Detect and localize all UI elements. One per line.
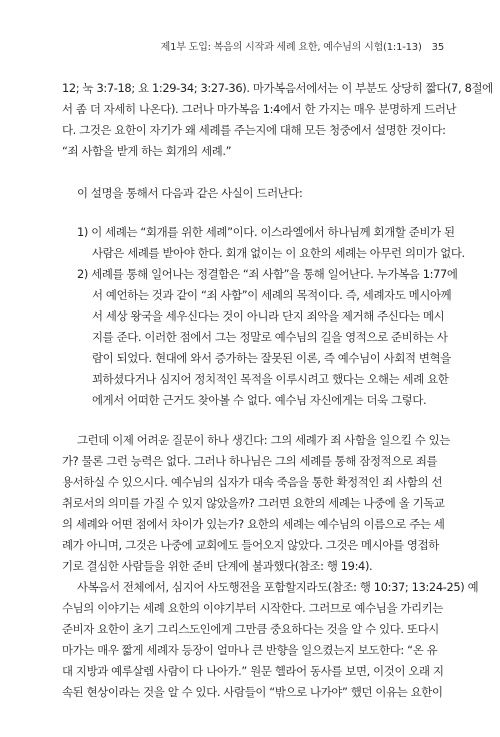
text-line: 취로서의 의미를 가질 수 있지 않았을까? 그러면 요한의 세례는 나중에 올 기독교 (62, 496, 445, 510)
list-item-1-line: 사람은 세례를 받아야 한다. 회개 없이는 이 요한의 세례는 아무런 의미가 없다. (92, 246, 465, 260)
text-line: 의 세례와 어떤 점에서 차이가 있는가? 요한의 세례는 예수님의 이름으로 주는 세 (62, 517, 445, 531)
text-line: 기로 결심한 사람들을 위한 준비 단계에 불과했다(참조: 행 19:4). (62, 559, 373, 573)
text-line: 속된 현상이라는 것을 알 수 있다. 사람들이 “밖으로 나가야” 했던 이유는 요한이 (62, 685, 443, 699)
page-number: 35 (431, 42, 444, 53)
text-line: 그런데 이제 어려운 질문이 하나 생긴다: 그의 세례가 죄 사함을 일으킬 수 있는 (77, 433, 450, 447)
text-line: 12; 눅 3:7-18; 요 1:29-34; 3:27-36). 마가복음서에서는 이 부분도 상당히 짧다(7, 8절에 (62, 81, 493, 95)
list-item-2-line: 람이 되었다. 현대에 와서 증가하는 잘못된 이론, 즉 예수님이 사회적 변혁을 (92, 351, 451, 365)
list-item-2-line: 꾀하셨다거나 심지어 정치적인 목적을 이루시려고 했다는 오해는 세례 요한 (92, 372, 449, 386)
text-line: 다. 그것은 요한이 자기가 왜 세례를 주는지에 대해 모든 청중에서 설명한 것이다: (62, 123, 446, 137)
text-line: 이 설명을 통해서 다음과 같은 사실이 드러난다: (77, 186, 303, 200)
text-line: 용서하실 수 있으시다. 예수님의 십자가 대속 죽음을 통한 확정적인 죄 사함의 선 (62, 475, 443, 489)
running-title: 제1부 도입: 복음의 시작과 세례 요한, 예수님의 시험(1:1-13) (160, 42, 422, 53)
text-line: 가? 물론 그런 능력은 없다. 그러나 하나님은 그의 세례를 통해 잠정적으로 죄를 (62, 454, 438, 468)
list-item-2-line: 서 세상 왕국을 세우신다는 것이 아니라 단지 죄악을 제거해 주신다는 메시 (92, 309, 445, 323)
text-line: 대 지방과 예루살렘 사람이 다 나아가.” 원문 헬라어 동사를 보면, 이것이 오래 지 (62, 664, 444, 678)
list-item-1-line: 1) 이 세례는 “회개를 위한 세례”이다. 이스라엘에서 하나님께 회개할 준비가 된 (77, 225, 455, 239)
list-item-2-line: 서 예언하는 것과 같이 “죄 사함”이 세례의 목적이다. 즉, 세례자도 메시아께 (92, 288, 452, 302)
list-item-2-line: 2) 세례를 통해 일어나는 정결함은 “죄 사함”을 통해 일어난다. 누가복음 1:77에 (77, 267, 458, 281)
text-line: 마가는 매우 짧게 세례자 등장이 얼마나 큰 반향을 일으켰는지 보도한다: “온 유 (62, 643, 438, 657)
text-line: “죄 사함을 받게 하는 회개의 세례.” (62, 144, 232, 158)
list-item-2-line: 에게서 어떠한 근거도 찾아볼 수 없다. 예수님 자신에게는 더욱 그렇다. (92, 393, 427, 407)
text-line: 사복음서 전체에서, 심지어 사도행전을 포함할지라도(참조: 행 10:37; 13:24-25) 예 (77, 580, 479, 594)
list-item-2-line: 지를 준다. 이러한 점에서 그는 정말로 예수님의 길을 영적으로 준비하는 사 (92, 330, 448, 344)
text-line: 준비자 요한이 초기 그리스도인에게 그만큼 중요하다는 것을 알 수 있다. 또다시 (62, 622, 439, 636)
text-line: 례가 아니며, 그것은 나중에 교회에도 들어오지 않았다. 그것은 메시아를 영접하 (62, 538, 439, 552)
text-line: 수님의 이야기는 세례 요한의 이야기부터 시작한다. 그러므로 예수님을 가리키는 (62, 601, 443, 615)
running-header (60, 38, 444, 53)
text-line: 서 좀 더 자세히 나온다). 그러나 마가복음 1:4에서 한 가지는 매우 분명하게 드러난 (62, 102, 457, 116)
